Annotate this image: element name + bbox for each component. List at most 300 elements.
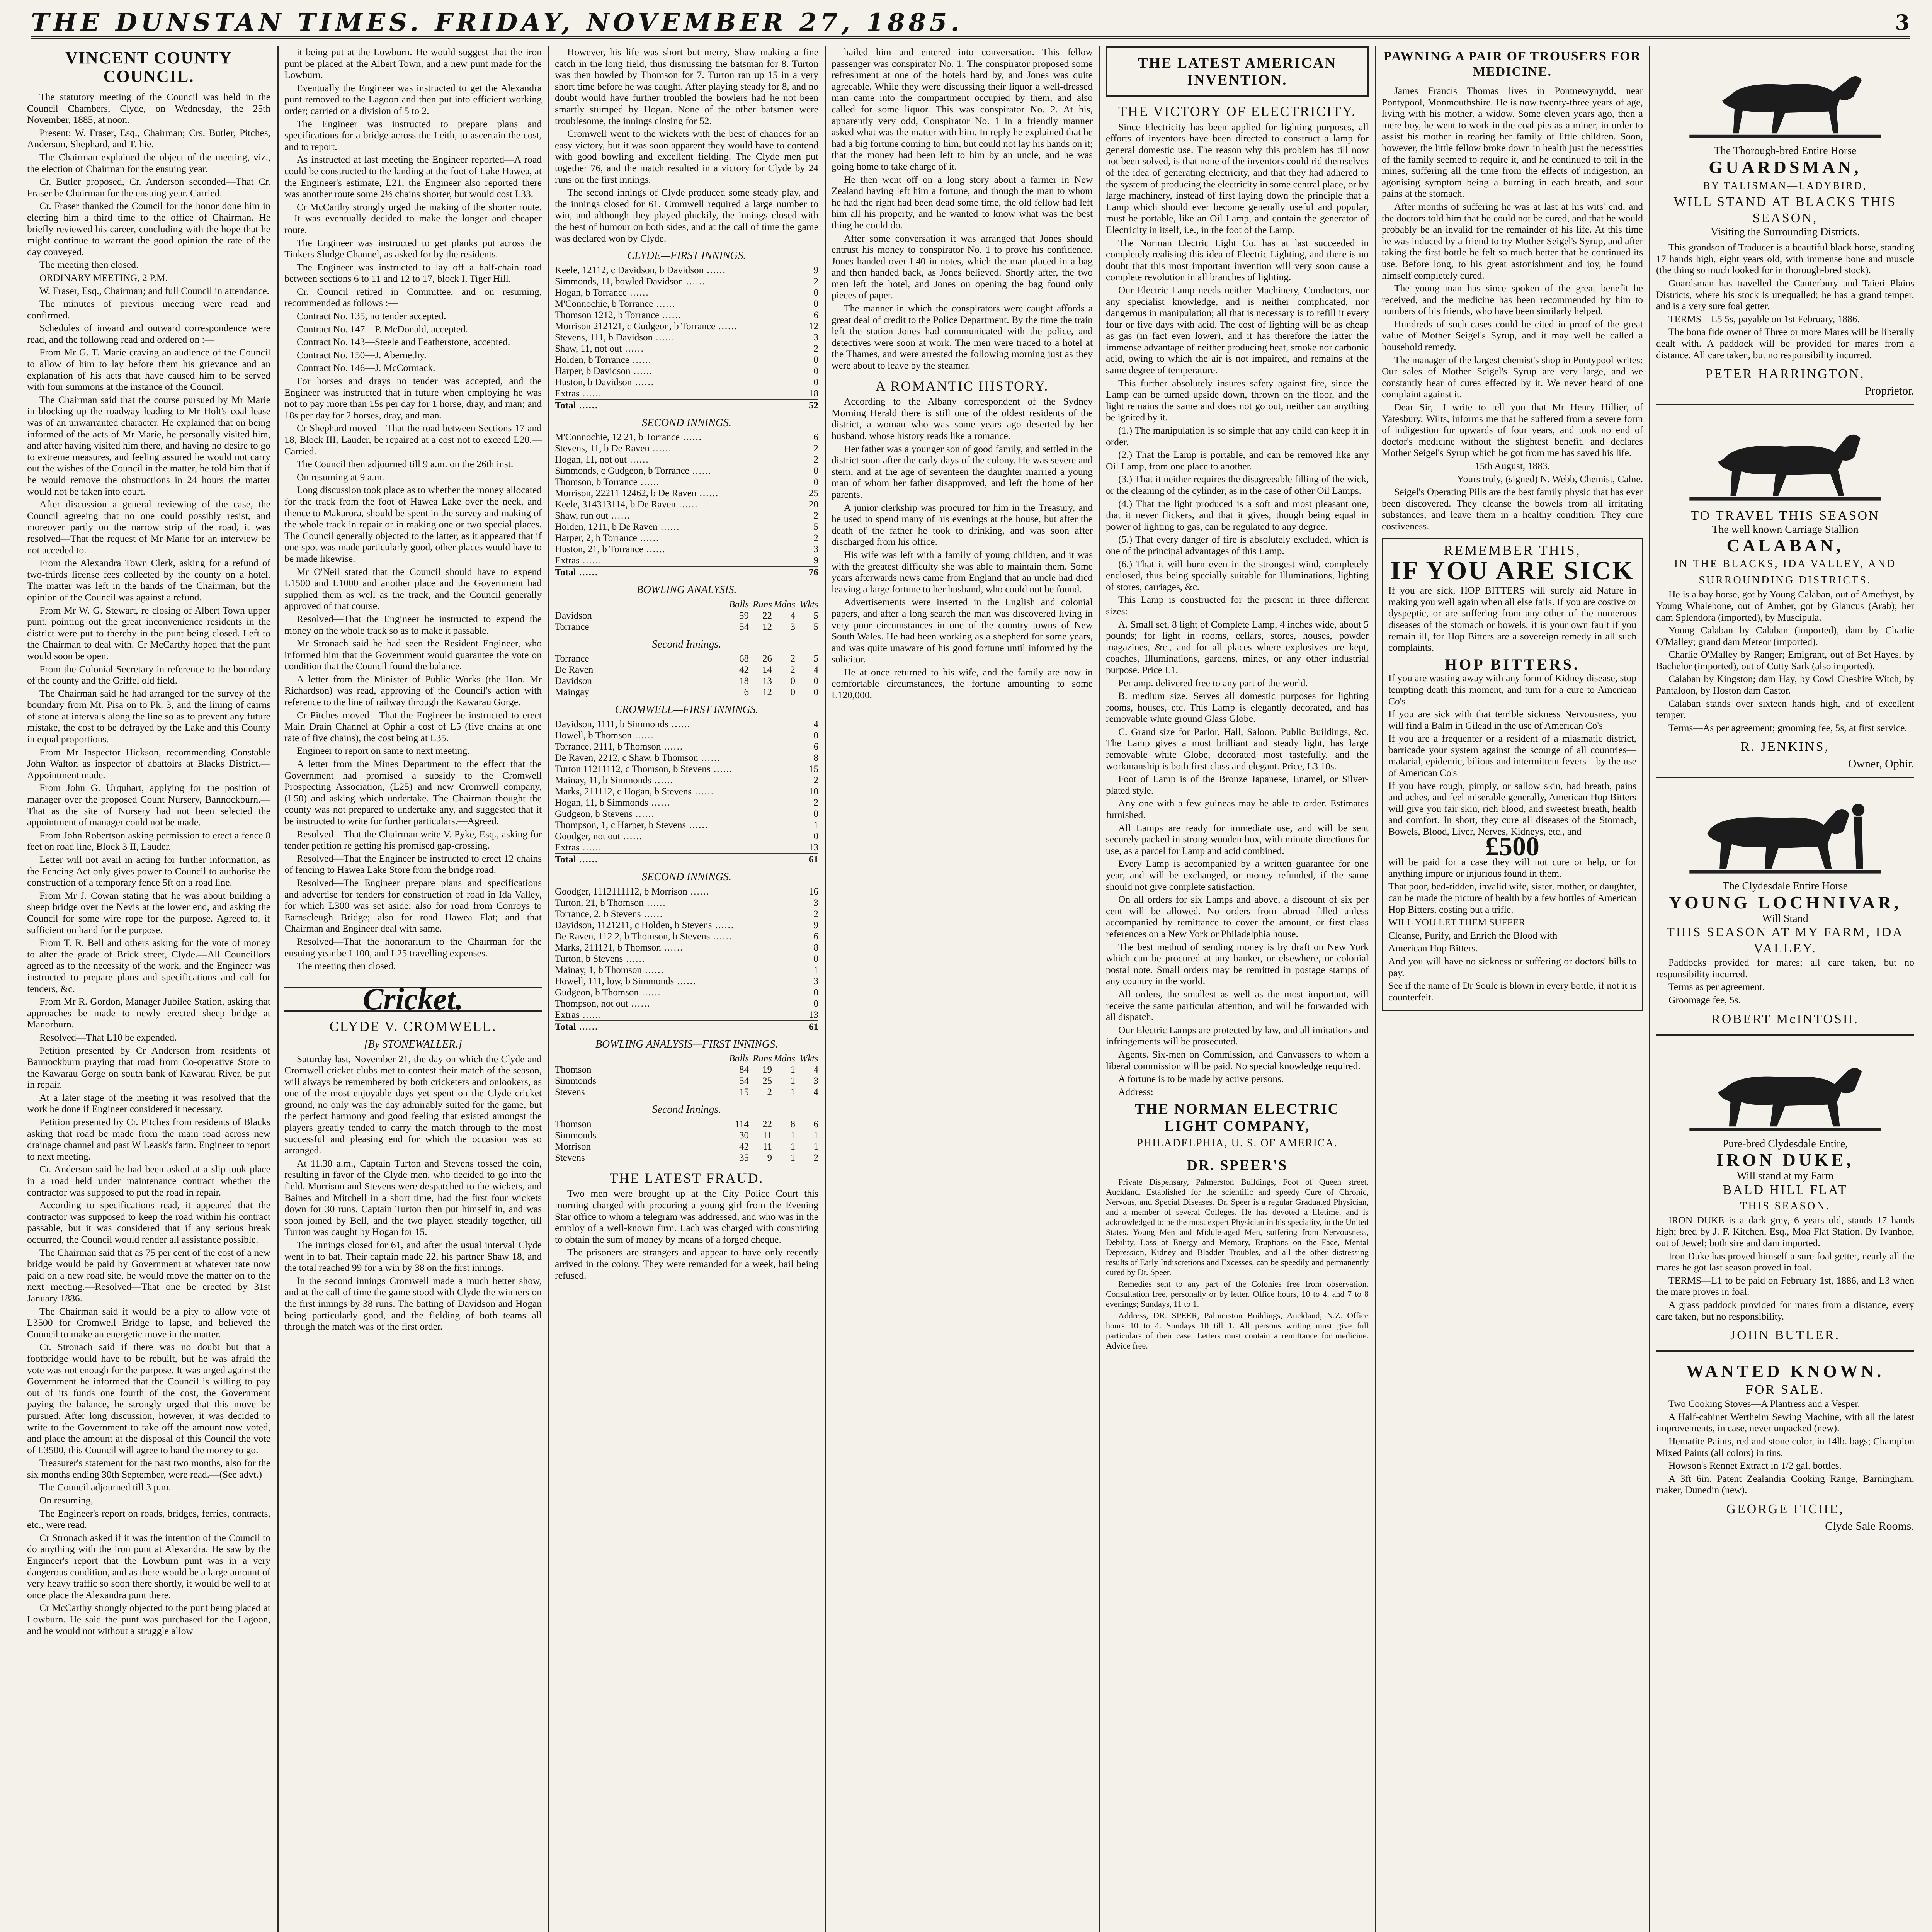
horse-districts: IN THE BLACKS, IDA VALLEY, AND SURROUNDING DISTRICTS. — [1674, 558, 1896, 587]
draught-horse-illustration-icon — [1656, 1047, 1914, 1136]
runs-cell: 6 — [813, 310, 818, 320]
runs-cell: 0 — [813, 366, 818, 376]
bowling-figure: 54 — [739, 621, 749, 632]
article-heading: VINCENT COUNTY COUNCIL. — [65, 48, 232, 86]
leader-dots: ...... — [674, 976, 697, 986]
runs-cell: 5 — [813, 522, 818, 532]
column-4 — [832, 46, 1093, 1932]
paragraph: From Mr W. G. Stewart, re closing of Albert Town upper punt, pointing out the great inconvenience residents in the district were put to thereby in the punt being closed. Left to the Chairman to deal with. Cr McCarthy hoped that the punt would soon be open. — [27, 604, 270, 662]
column-6 — [1382, 46, 1643, 1932]
ad-calaban — [1656, 409, 1914, 778]
leader-dots: ...... — [638, 987, 661, 998]
paragraph: The Council then adjourned till 9 a.m. on the 26th inst. — [297, 458, 514, 470]
paragraph: All Lamps are ready for immediate use, and will be sent securely packed in strong wooden box, with minute directions for use, as a parcel for Lamp and acid combined. — [1106, 822, 1369, 856]
runs-cell: 0 — [813, 298, 818, 309]
runs-cell: 0 — [813, 377, 818, 388]
batsman-row — [555, 897, 818, 908]
leader-dots: ...... — [576, 400, 599, 411]
batsman-cell: Mainay, 11, b Simmonds ...... — [555, 775, 674, 786]
owner-name: GEORGE FICHE, — [1726, 1502, 1844, 1516]
batsman-row — [555, 820, 818, 831]
ad-subtitle: The well known Carriage Stallion — [1712, 523, 1859, 536]
paragraph: For horses and drays no tender was accepted, and the Engineer was instructed that in future when employing he was not to pay more than 15s per day for 1 horse, dray, and man; and 18s per day for 2 horses, dray, and man. — [284, 375, 542, 421]
batsman-cell: Howell, 111, low, b Simmonds ...... — [555, 976, 697, 986]
paragraph: The bona fide owner of Three or more Mares will be liberally dealt with. A paddock will be provided for mares from a distance. All care taken, but no responsibility incurred. — [1656, 326, 1914, 361]
company-name: THE NORMAN ELECTRIC LIGHT COMPANY, — [1135, 1101, 1340, 1134]
paragraph: From Mr J. Cowan stating that he was about building a sheep bridge over the Nevis at the lower end, and asking the Council for some wire rope for the purpose. Agreed to, if sufficient on hand for the purpose. — [27, 889, 270, 935]
batsman-cell: Howell, b Thomson ...... — [555, 730, 654, 741]
paragraph: IRON DUKE is a dark grey, 6 years old, stands 17 hands high; bred by J. F. Kitchen, Esq., Moa Flat Station. By Ivanhoe, out of Jewel; both sire and dam imported. — [1656, 1214, 1914, 1248]
horse-stand: Will stand at my Farm — [1736, 1170, 1834, 1182]
leader-dots: ...... — [632, 809, 655, 820]
paragraph: Resolved—The Engineer prepare plans and specifications and advertise for tenders for construction of road in Ida Valley, for which L300 was set aside; also for road from Conroys to Earnscleugh Bridge; also for road Hawea Flat; and that Chairman and Engineer deal with same. — [284, 877, 542, 934]
runs-cell: 20 — [809, 499, 818, 510]
paragraph: After discussion a general reviewing of the case, the Council agreeing that no one could possibly resist, and moreover partly on the narrow strip of the road, it was resolved—That the request of Mr Marie for an interview be not acceded to. — [27, 498, 270, 556]
bowler-name: Simmonds — [555, 1130, 596, 1141]
leader-dots: ...... — [696, 488, 719, 499]
total-row — [555, 854, 818, 865]
paragraph: Cr. Fraser thanked the Council for the honor done him in electing him a third time to the office of Chairman. He briefly reviewed his career, concluding with the hope that he might continue to warrant the good opinion the rate of the day conveyed. — [27, 200, 270, 257]
bowling-col-header — [555, 1053, 726, 1064]
owner-name: JOHN BUTLER. — [1730, 1328, 1840, 1343]
article-subheading: THE VICTORY OF ELECTRICITY. — [1118, 104, 1356, 119]
paragraph: Resolved—That the Engineer be instructed to erect 12 chains of fencing to Hawea Lake Store from the bridge road. — [284, 852, 542, 876]
runs-cell: 61 — [795, 854, 818, 865]
ad-caption: The Clydesdale Entire Horse — [1722, 880, 1848, 893]
letter-signoff: Yours truly, (signed) N. Webb, Chemist, Calne. — [1457, 473, 1643, 485]
horse-name: CALABAN, — [1726, 536, 1844, 556]
runs-cell: 6 — [813, 742, 818, 752]
paragraph: Remedies sent to any part of the Colonies free from observation. Consultation free, personally or by letter. Office hours, 10 to 4, and 7 to 8 evenings; Sundays, 11 to 1. — [1106, 1279, 1369, 1309]
paragraph: See if the name of Dr Soule is blown in every bottle, if not it is counterfeit. — [1388, 980, 1636, 1003]
batsman-row — [555, 920, 818, 931]
paragraph: The meeting then closed. — [39, 259, 139, 270]
bowling-figure: 1 — [813, 1130, 818, 1141]
paragraph: Two men were brought up at the City Police Court this morning charged with procuring a young girl from the Evening Star office to whom a telegram was addressed, and who was in the employ of a well-known firm. Each was charged with conspiring to obtain the sum of money by means of a forged cheque. — [555, 1188, 818, 1245]
ad-intro: TO TRAVEL THIS SEASON — [1690, 508, 1880, 523]
runs-cell: 13 — [809, 1009, 818, 1020]
scorecard-clyde — [555, 250, 818, 578]
paragraph: Cleanse, Purify, and Enrich the Blood with — [1388, 929, 1558, 941]
bowler-row — [555, 1152, 818, 1163]
paragraph: Our Electric Lamp needs neither Machinery, Conductors, nor any specialist knowledge, and is neither complicated, nor dangerous in manipulation; all that is necessary is to refill it every four or five days with acid. The cost of lighting will be as cheap as gas (in fact even lower), and it has therefore the latter the immense advantage of neither producing heat, smoke nor carbonic acid, owing to which the air is not impaired, and remains at the same degree of temperature. — [1106, 284, 1369, 376]
sale-item: Hematite Paints, red and stone color, in 14lb. bags; Champion Mixed Paints (all colors) in tins. — [1656, 1435, 1914, 1458]
paragraph: He at once returned to his wife, and the family are now in comfortable circumstances, the fortune amounting to some L120,000. — [832, 666, 1093, 701]
paragraph: ORDINARY MEETING, 2 P.M. — [39, 272, 168, 283]
leader-dots: ...... — [630, 366, 653, 376]
paragraph: Calaban stands over sixteen hands high, and of excellent temper. — [1656, 697, 1914, 721]
runs-cell: 4 — [813, 719, 818, 730]
paragraph: If you are a frequenter or a resident of a miasmatic district, barricade your system against the scourge of all countries—malarial, epidemic, bilious and intermittent fevers—by the use of American Co's — [1388, 733, 1636, 779]
ad-subheading: FOR SALE. — [1745, 1383, 1825, 1397]
bowler-row — [555, 1119, 818, 1130]
paragraph: A letter from the Mines Department to the effect that the Government had promised a subsidy to the Cromwell Prospecting Association, (L25) and new Cromwell company, (L50) and asking which undertake. The Chairman thought the county was not prepared to undertake any, and suggested that it be instructed to write for further particulars.—Agreed. — [284, 758, 542, 827]
bowling-figure: 26 — [762, 653, 772, 664]
paragraph: From T. R. Bell and others asking for the vote of money to alter the grade of Brick street, Clyde.—All Councillors agreed as to the necessity of the work, and the Engineer was instructed to prepare plans and specifications and call for tenders, &c. — [27, 937, 270, 994]
article-body — [1382, 85, 1643, 459]
ad-heading-box — [1106, 46, 1369, 97]
paragraph: After months of suffering he was at last at his wits' end, and the doctors told him that he could not be cured, and that he would probably be an invalid for the remainder of his life. At this time he was induced by a friend to try Mother Seigel's Syrup, and after taking the first bottle he felt so much better that he continued its use. Before long, to his great astonishment and joy, he found himself completely cured. — [1382, 201, 1643, 281]
column-rule — [1099, 46, 1100, 1932]
batsman-row — [555, 831, 818, 842]
paragraph: Contract No. 135, no tender accepted. — [297, 310, 446, 322]
ad-body — [1656, 588, 1914, 733]
leader-dots: ...... — [653, 298, 676, 309]
batsman-row — [555, 298, 818, 310]
bowling-figure: 30 — [739, 1130, 749, 1141]
paragraph: (1.) The manipulation is so simple that any child can keep it in order. — [1106, 425, 1369, 447]
paragraph: TERMS—L5 5s, payable on 1st February, 1886. — [1668, 313, 1860, 325]
batsman-row — [555, 343, 818, 354]
horse-name: IRON DUKE, — [1716, 1150, 1854, 1170]
paragraph: However, his life was short but merry, Shaw making a fine catch in the long field, thus dismissing the batsman for 8. Turton was then bowled by Thomson for 7. Turton ran up 15 in a very short time before he was caught. After playing steady for 8, and no doubt would have further troubled the bowlers had he not been smartly stumped by Hogan. None of the other batsmen were troublesome, the innings closing for 52. — [555, 46, 818, 126]
bowling-figure: 4 — [813, 665, 818, 675]
bowler-row — [555, 1064, 818, 1075]
ad-body — [1656, 957, 1914, 1005]
paragraph: C. Grand size for Parlor, Hall, Saloon, Public Buildings, &c. The Lamp gives a most brilliant and steady light, has large removable white Globe, decorated most tastefully, and the workmanship is both first-class and elegant. Price, L3 10s. — [1106, 726, 1369, 772]
leader-dots: ...... — [579, 842, 602, 853]
bowling-figure: 1 — [813, 1141, 818, 1152]
paragraph: American Hop Bitters. — [1388, 942, 1478, 954]
paragraph: The best method of sending money is by draft on New York which can be procured at any banker, or elsewhere, or colonial postal note. Small orders may be remitted in postage stamps of any country in the world. — [1106, 941, 1369, 987]
runs-cell: 3 — [813, 976, 818, 986]
paragraph: The second innings of Clyde produced some steady play, and the innings closed for 61. Cromwell required a large number to win, and although they played pluckily, the innings closed with the best of humour on both sides, and at the call of time the game was declared won by Clyde. — [555, 187, 818, 244]
bowling-figure: 22 — [762, 610, 772, 621]
bowling-figure: 13 — [762, 676, 772, 687]
column-rule — [1649, 46, 1650, 1932]
batsman-row — [555, 752, 818, 764]
leader-dots: ...... — [632, 377, 655, 388]
article-heading: THE LATEST AMERICAN INVENTION. — [1138, 55, 1337, 88]
column-rule — [825, 46, 826, 1932]
batsman-cell: Gudgeon, b Thomson ...... — [555, 987, 661, 998]
paragraph: B. medium size. Serves all domestic purposes for lighting rooms, houses, etc. This Lamp is elegantly decorated, and has removable white ground Glass Globe. — [1106, 690, 1369, 724]
bowling-figure: 2 — [767, 1087, 772, 1098]
bowler-row — [555, 610, 818, 621]
paragraph: TERMS—L1 to be paid on February 1st, 1886, and L3 when the mare proves in foal. — [1656, 1274, 1914, 1298]
bowling-figure: 114 — [735, 1119, 749, 1129]
paragraph: Address, DR. SPEER, Palmerston Buildings, Auckland, N.Z. Office hours 10 to 4. Sundays 10 till 1. All persons writing must give full particulars of their case. Letters must contain a remittance for medicine. Advice free. — [1106, 1310, 1369, 1350]
batsman-row — [555, 1009, 818, 1021]
runs-cell: 12 — [809, 321, 818, 332]
owner-place: Clyde Sale Rooms. — [1825, 1519, 1914, 1532]
paragraph: From Mr Inspector Hickson, recommending Constable John Walton as inspector of abattoirs at Blacks District.—Appointment made. — [27, 746, 270, 781]
leader-dots: ...... — [687, 886, 710, 897]
pills-notice: Seigel's Operating Pills are the best family physic that has ever been discovered. They cleanse the bowels from all irritating substances, and leave them in a healthy condition. They cure costiveness. — [1382, 486, 1643, 532]
paragraph: Her father was a younger son of good family, and settled in the district soon after the early days of the colony. He was severe and stern, and at the age of seventeen the daughter married a young man of whom her father disapproved, and left the home of her parents. — [832, 443, 1093, 500]
paragraph: Cr McCarthy strongly objected to the punt being placed at Lowburn. He said the punt was purchased for the Lagoon, and he would not without a struggle allow — [27, 1602, 270, 1636]
batsman-cell: Keele, 314313114, b De Raven ...... — [555, 499, 698, 510]
paragraph: Mr Stronach said he had seen the Resident Engineer, who informed him that the Government would guarantee the vote on condition that the Council found the balance. — [284, 638, 542, 672]
paragraph: Cr. Butler proposed, Cr. Anderson seconded—That Cr. Fraser be Chairman for the ensuing year. Carried. — [27, 176, 270, 199]
leader-dots: ...... — [715, 321, 738, 332]
paragraph: Every Lamp is accompanied by a written guarantee for one year, and will be exchanged, or money refunded, if the same should not give complete satisfaction. — [1106, 858, 1369, 892]
batsman-row — [555, 987, 818, 998]
batsman-cell: M'Connochie, b Torrance ...... — [555, 298, 676, 309]
paragraph: The Chairman said he had arranged for the survey of the boundary from Mt. Pisa on to Pk. 3, and the lining of cairns of stone at intervals along the line so as to prevent any future mistake, the cost to be defrayed by the Lake and this County in equal proportions. — [27, 687, 270, 745]
runs-cell: 9 — [813, 265, 818, 276]
paragraph: The manner in which the conspirators were caught affords a great deal of credit to the Police Department. By the time the train left the station Jones had communicated with the police, and detectives were soon at work. The men were traced to a hotel at the Thames, and were arrested the following morning just as they were about to leave by the steamer. — [832, 303, 1093, 371]
bowling-figure: 59 — [739, 610, 749, 621]
runs-cell: 8 — [813, 753, 818, 764]
byline: [By STONEWALLER.] — [364, 1038, 463, 1050]
leader-dots: ...... — [626, 287, 649, 298]
batsman-row — [555, 555, 818, 566]
sale-item: Howson's Rennet Extract in 1/2 gal. bottles. — [1668, 1460, 1842, 1471]
leader-dots: ...... — [698, 753, 721, 764]
batsman-cell: Simmonds, c Gudgeon, b Torrance ...... — [555, 466, 712, 476]
leader-dots: ...... — [629, 354, 652, 365]
runs-cell: 3 — [813, 897, 818, 908]
paragraph: Cr. Council retired in Committee, and on resuming, recommended as follows :— — [284, 286, 542, 309]
paragraph: Cr Stronach asked if it was the intention of the Council to do anything with the iron punt at Alexandra. He saw by the Engineer's report that the Lowburn punt was in a very dangerous condition, and as there would be a large amount of very heavy traffic so soon there shortly, it would be well to at once place the Alexandra punt there. — [27, 1532, 270, 1600]
batsman-row — [555, 764, 818, 775]
company-city: PHILADELPHIA, U. S. OF AMERICA. — [1137, 1137, 1338, 1150]
article-body — [1106, 1177, 1369, 1351]
batsman-row — [555, 730, 818, 741]
product-name: HOP BITTERS. — [1445, 655, 1580, 673]
bowling-subheading: Second Innings. — [652, 1104, 721, 1116]
paragraph: Hundreds of such cases could be cited in proof of the great value of Mother Seigel's Syrup, and it may well be called a household remedy. — [1382, 318, 1643, 353]
ad-wanted-known — [1656, 1355, 1914, 1539]
runs-cell: 2 — [813, 454, 818, 465]
runs-cell: 2 — [813, 533, 818, 544]
paragraph: According to specifications read, it appeared that the contractor was supposed to keep the road within his contract passable, but it was considered that if any serious break occurred, the Council would render all assistance possible. — [27, 1199, 270, 1245]
bowling-col-header: Mdns — [774, 599, 795, 610]
horse-season: THIS SEASON. — [1740, 1200, 1830, 1212]
batsman-row — [555, 454, 818, 465]
bowling-col-header: Runs — [753, 599, 772, 610]
batsman-row — [555, 488, 818, 499]
paragraph: Cr Pitches moved—That the Engineer be instructed to erect Main Drain Channel at Ophir a cost of L5 (five chains at one rate of five chains), the cost being at L35. — [284, 709, 542, 743]
paragraph: From the Alexandra Town Clerk, asking for a refund of two-thirds license fees collected by the county on a hotel. The matter was left in the hands of the Chairman, but the opinion of the Council was against a refund. — [27, 557, 270, 603]
bowling-figure: 19 — [762, 1065, 772, 1075]
bowling-col-header: Wkts — [799, 599, 818, 610]
clydesdale-illustration-icon — [1656, 789, 1914, 878]
paragraph: The statutory meeting of the Council was held in the Council Chambers, Clyde, on Wednesday, the 25th November, 1885, at noon. — [27, 91, 270, 126]
scorecard-table — [555, 886, 818, 1032]
runs-cell: 0 — [813, 809, 818, 820]
batsman-row — [555, 499, 818, 510]
article-body — [832, 46, 1093, 371]
owner-name: R. JENKINS, — [1740, 740, 1830, 754]
leader-dots: ...... — [659, 310, 682, 320]
batsman-cell: Morrison 212121, c Gudgeon, b Torrance ...... — [555, 321, 738, 332]
batsman-cell: Huston, b Davidson ...... — [555, 377, 655, 388]
paragraph: Cr Shephard moved—That the road between Sections 17 and 18, Block III, Lauder, be repaired at a cost not to exceed L20.—Carried. — [284, 422, 542, 457]
paragraph: His wife was left with a family of young children, and it was with the greatest difficulty she was able to maintain them. Some years afterwards news came from England that an uncle had died leaving a large fortune to her husband, who could not be found. — [832, 549, 1093, 595]
batsman-cell: Davidson, 1121211, c Holden, b Stevens ...... — [555, 920, 735, 930]
bowling-header-row — [555, 599, 818, 610]
column-rule — [548, 46, 549, 1932]
column-1 — [27, 46, 270, 1932]
batsman-cell: Thomson 1212, b Torrance ...... — [555, 310, 682, 320]
paragraph: Cromwell went to the wickets with the best of chances for an easy victory, but it was soon apparent they would have to contend with good bowling and excellent fielding. The Clyde men put together 76, and the match resulted in a victory for Clyde by 24 runs on the first innings. — [555, 128, 818, 185]
sale-items — [1656, 1398, 1914, 1496]
batsman-cell: Extras ...... — [555, 1009, 602, 1020]
column-5 — [1106, 46, 1369, 1932]
owner-name: PETER HARRINGTON, — [1705, 367, 1865, 381]
column-7 — [1656, 46, 1914, 1932]
paragraph: Our Electric Lamps are protected by law, and all imitations and infringements will be prosecuted. — [1106, 1024, 1369, 1047]
batsman-cell: Mainay, 1, b Thomson ...... — [555, 964, 664, 975]
paragraph: The Engineer was instructed to lay off a half-chain road between sections 6 to 11 and 12 to 17, block I, Tiger Hill. — [284, 261, 542, 284]
paragraph: Letter will not avail in acting for further information, as the Fencing Act only gives power to Council to authorise the construction of a temporary fence 5ft on a road line. — [27, 854, 270, 888]
leader-dots: ...... — [576, 854, 599, 865]
scorecard-table — [555, 265, 818, 411]
bowling-col-header: Wkts — [799, 1053, 818, 1064]
paragraph: The Chairman said it would be a pity to allow vote of L3500 for Cromwell Bridge to lapse, and believed the Council to make an energetic move in the matter. — [27, 1305, 270, 1340]
runs-cell: 2 — [813, 443, 818, 454]
bowling-figure: 4 — [813, 1087, 818, 1098]
paragraph: The minutes of previous meeting were read and confirmed. — [27, 298, 270, 321]
runs-cell: 2 — [813, 343, 818, 354]
runs-cell: 25 — [809, 488, 818, 499]
bowling-figure: 0 — [813, 676, 818, 687]
paragraph: Contract No. 143—Steele and Featherstone, accepted. — [297, 336, 510, 348]
bowling-figure: 2 — [790, 665, 795, 675]
leader-dots: ...... — [608, 510, 631, 521]
leader-dots: ...... — [576, 567, 599, 578]
runs-cell: 0 — [813, 953, 818, 964]
leader-dots: ...... — [668, 719, 691, 730]
leader-dots: ...... — [579, 1009, 602, 1020]
batsman-row — [555, 510, 818, 521]
batsman-row — [555, 719, 818, 730]
bowling-figure: 14 — [762, 665, 772, 675]
scorecard-table — [555, 432, 818, 578]
paragraph: If you are sick with that terrible sickness Nervousness, you will find a Balm in Gilead in the use of American Co's — [1388, 708, 1636, 731]
paragraph: The innings closed for 61, and after the usual interval Clyde went in to bat. Their captain made 22, his partner Shaw 18, and the total reached 99 for a win by 38 on the first innings. — [284, 1239, 542, 1274]
paragraph: The prisoners are strangers and appear to have only recently arrived in the colony. They were remanded for a week, bail being refused. — [555, 1247, 818, 1281]
paragraph: On all orders for six Lamps and above, a discount of six per cent will be allowed. No orders from abroad filled unless accompanied by remittance to cover the amount, or first class references on a New York or Philadelphia house. — [1106, 894, 1369, 939]
hop-bitters-ad — [1382, 538, 1643, 1011]
bowling-figure: 3 — [790, 621, 795, 632]
leader-dots: ...... — [692, 786, 714, 797]
bowling-figure: 25 — [762, 1076, 772, 1087]
bowler-name: Stevens — [555, 1087, 585, 1098]
leader-dots: ...... — [651, 775, 674, 786]
bowler-row — [555, 1087, 818, 1098]
ad-body — [1388, 672, 1636, 837]
paragraph: Long discussion took place as to whether the money allocated for the track from the foot of Hawea Lake over the neck, and thence to Makarora, should be spent in the survey and making of the whole track in repair or in making one or two special places. The Council generally objected to the latter, as it appeared that if one spot was made particularly good, other places would have to be made likewise. — [284, 484, 542, 564]
batsman-cell: Keele, 12112, c Davidson, b Davidson ...... — [555, 265, 726, 276]
bowling-figure: 5 — [813, 653, 818, 664]
paragraph: Young Calaban by Calaban (imported), dam by Charlie O'Malley; grand dam Meteor (imported). — [1656, 624, 1914, 647]
paragraph: And you will have no sickness or suffering or doctors' bills to pay. — [1388, 955, 1636, 978]
bowler-row — [555, 687, 818, 698]
article-body — [832, 396, 1093, 701]
paragraph: A letter from the Minister of Public Works (the Hon. Mr Richardson) was read, approving of the Council's action with reference to the line of railway through the Kawarau Gorge. — [284, 673, 542, 708]
leader-dots: ...... — [637, 533, 660, 544]
batsman-cell: Goodger, not out ...... — [555, 831, 643, 842]
column-rule — [1375, 46, 1376, 1932]
ad-headline: IF YOU ARE SICK — [1390, 556, 1634, 585]
runs-cell: 6 — [813, 931, 818, 942]
batsman-row — [555, 775, 818, 786]
bowling-figure: 9 — [767, 1152, 772, 1163]
batsman-cell: Huston, 21, b Torrance ...... — [555, 544, 666, 555]
bowling-figure: 6 — [744, 687, 749, 698]
runs-cell: 13 — [809, 842, 818, 853]
paragraph: Engineer to report on same to next meeting. — [297, 745, 470, 757]
paragraph: A grass paddock provided for mares from a distance, every care taken, but no responsibility. — [1656, 1299, 1914, 1322]
innings-heading: CROMWELL—FIRST INNINGS. — [615, 704, 759, 716]
paragraph: At a later stage of the meeting it was resolved that the work be done if Engineer considered it necessary. — [27, 1092, 270, 1115]
batsman-row — [555, 465, 818, 476]
total-row — [555, 1021, 818, 1032]
batsman-row — [555, 432, 818, 443]
batsman-row — [555, 886, 818, 897]
runs-cell: 15 — [809, 764, 818, 775]
paragraph: Saturday last, November 21, the day on which the Clyde and Cromwell cricket clubs met to contest their match of the season, will always be remembered by both cricketers and onlookers, as one of the most enjoyable days yet spent on the Clyde cricket ground, no only was the day admirably suited for the game, but the perfect harmony and good feeling that existed amongst the players greatly tended to carry the match through to the most successful and pleasing end for which the occasion was so arranged. — [284, 1053, 542, 1156]
batsman-cell: Holden, 1211, b De Raven ...... — [555, 522, 680, 532]
batsman-row — [555, 953, 818, 964]
runs-cell: 76 — [795, 566, 818, 578]
runs-cell: 6 — [813, 432, 818, 443]
bowling-figure: 68 — [739, 653, 749, 664]
paragraph: As instructed at last meeting the Engineer reported—A road could be constructed to the landing at the foot of Lake Hawea, at the Engineer's estimate, L21; the Engineer also reported there was another route some 2½ chains shorter, but would cost L33. — [284, 154, 542, 200]
leader-dots: ...... — [643, 897, 666, 908]
bowling-figure: 12 — [762, 621, 772, 632]
horse-stand: WILL STAND AT BLACKS THIS SEASON, — [1673, 194, 1897, 225]
bowling-table — [555, 1119, 818, 1163]
runs-cell: 8 — [813, 942, 818, 953]
owner-role: Owner, Ophir. — [1848, 757, 1914, 770]
batsman-cell: Hogan, 11, b Simmonds ...... — [555, 798, 671, 808]
runs-cell: 2 — [813, 908, 818, 919]
batsman-cell: Extras ...... — [555, 388, 602, 399]
article-heading: PAWNING A PAIR OF TROUSERS FOR MEDICINE. — [1383, 49, 1641, 79]
sale-item: A Half-cabinet Wertheim Sewing Machine, with all the latest improvements, in case, never unpacked (new). — [1656, 1411, 1914, 1434]
bowling-col-header: Runs — [753, 1053, 772, 1064]
leader-dots: ...... — [686, 820, 708, 831]
batsman-row — [555, 942, 818, 953]
batsman-cell: Stevens, 11, b De Raven ...... — [555, 443, 672, 454]
paragraph: W. Fraser, Esq., Chairman; and full Council in attendance. — [39, 285, 270, 296]
ad-footer — [1388, 881, 1636, 1003]
leader-dots: ...... — [661, 942, 684, 953]
paragraph: The Engineer was instructed to prepare plans and specifications for a bridge across the Leith, to ascertain the cost, and to report. — [284, 118, 542, 152]
batsman-cell: Stevens, 111, b Davidson ...... — [555, 332, 675, 343]
paragraph: From John G. Urquhart, applying for the position of manager over the proposed Count Nursery, Bannockburn.—That as the site of Nursery had not been selected the appointment of manager could not be made. — [27, 782, 270, 828]
paragraph: From the Colonial Secretary in reference to the boundary of the county and the Griffel old field. — [27, 663, 270, 686]
paragraph: Dear Sir,—I write to tell you that Mr Henry Hillier, of Yatesbury, Wilts, informs me that he suffered from a severe form of indigestion for upwards of four years, and took no end of doctor's medicine without the slightest benefit, and declares Mother Seigel's Syrup which he got from me has saved his life. — [1382, 401, 1643, 459]
paragraph: If you have rough, pimply, or sallow skin, bad breath, pains and aches, and feel miserable generally, American Hop Bitters will give you fair skin, rich blood, and sweetest breath, health and comfort. In short, they cure all diseases of the Stomach, Bowels, Blood, Liver, Nerves, Kidneys, etc., and — [1388, 780, 1636, 837]
batsman-row — [555, 310, 818, 321]
leader-dots: ...... — [576, 1021, 599, 1032]
runs-cell: 2 — [813, 510, 818, 521]
horse-pedigree: BY TALISMAN—LADYBIRD, — [1703, 180, 1867, 191]
paragraph: Resolved—That the Chairman write V. Pyke, Esq., asking for tender petition re getting his promised gap-crossing. — [284, 828, 542, 851]
batsman-row — [555, 532, 818, 544]
bowler-name: Stevens — [555, 1152, 585, 1163]
bowler-name: Morrison — [555, 1141, 591, 1152]
runs-cell: 16 — [809, 886, 818, 897]
runs-cell: 0 — [813, 354, 818, 365]
paragraph: Resolved—That the Engineer be instructed to expend the money on the whole track so as to make it passable. — [284, 613, 542, 636]
scorecard-cromwell — [555, 704, 818, 1032]
batsman-row — [555, 332, 818, 343]
paragraph: Eventually the Engineer was instructed to get the Alexandra punt removed to the Lagoon and then put into efficient working order; carried on a division of 5 to 2. — [284, 82, 542, 116]
sale-item: Two Cooking Stoves—A Plantress and a Vesper. — [1668, 1398, 1860, 1410]
newspaper-title: THE DUNSTAN TIMES. FRIDAY, NOVEMBER 27, 1885. — [31, 8, 963, 37]
bowler-name: Torrance — [555, 653, 589, 664]
paragraph: hailed him and entered into conversation. This fellow passenger was conspirator No. 1. The conspirator proposed some refreshment at one of the hotels hard by, and Jones was quite agreeable. While they were discussing their liquor a well-dressed man came into the compartment occupied by them, and also called for some liquor. This was conspirator No. 2. At his, apparently very odd, Conspirator No. 1 in a friendly manner asked what was the matter with him. In reply he explained that he had a big fortune coming to him, but could not lay his hands on it; that the money had been left to him by an uncle, and he was going home to take charge of it. — [832, 46, 1093, 172]
runs-cell: 10 — [809, 786, 818, 797]
leader-dots: ...... — [661, 742, 684, 752]
batsman-cell: Thomson, b Torrance ...... — [555, 477, 660, 488]
